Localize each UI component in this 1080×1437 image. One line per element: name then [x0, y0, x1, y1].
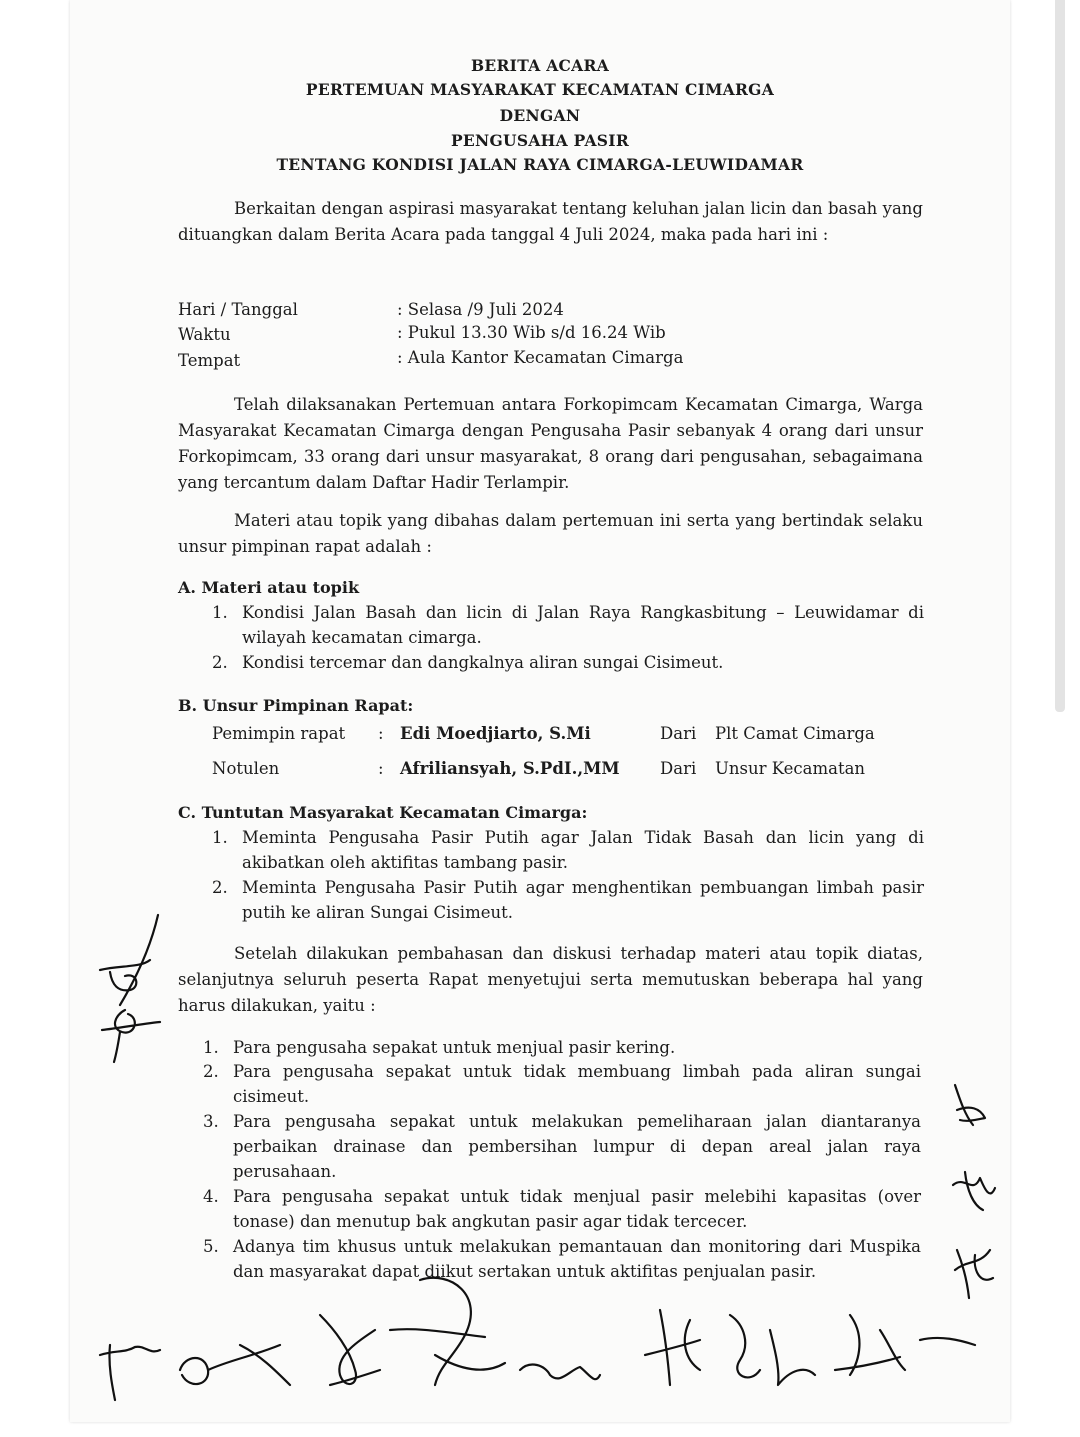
notulen-from: Unsur Kecamatan [715, 759, 866, 778]
signatures-bottom-row [90, 1275, 980, 1415]
decision-item-5: 5. Adanya tim khusus untuk melakukan pemantauan dan monitoring dari Muspika dan masyarakat dapat diikut sertakan untuk aktifitas penjualan pasir. [203, 1237, 921, 1281]
decision-item-4: 4. Para pengusaha sepakat untuk tidak menjual pasir melebihi kapasitas (over tonase) dan menutup bak angkutan pasir agar tidak tercecer. [203, 1187, 921, 1231]
demand-item-1: 1. Meminta Pengusaha Pasir Putih agar Jalan Tidak Basah dan licin yang di akibatkan oleh aktifitas tambang pasir. [212, 828, 924, 872]
decision-item-2: 2. Para pengusaha sepakat untuk tidak membuang limbah pada aliran sungai cisimeut. [203, 1062, 921, 1106]
decision-intro-paragraph: Setelah dilakukan pembahasan dan diskusi terhadap materi atau topik diatas, selanjutnya seluruh peserta Rapat menyetujui serta memutuskan beberapa hal yang harus dilakukan, yaitu : [178, 944, 923, 1015]
topic-item-2: 2. Kondisi tercemar dan dangkalnya aliran sungai Cisimeut. [212, 653, 724, 672]
leader-from: Plt Camat Cimarga [715, 724, 875, 743]
notulen-colon: : [378, 759, 384, 778]
leader-dari: Dari [660, 724, 697, 743]
detail-label-place: Tempat [178, 351, 241, 370]
notulen-name: Afriliansyah, S.PdI.,MM [400, 759, 620, 778]
attendance-paragraph: Telah dilaksanakan Pertemuan antara Forkopimcam Kecamatan Cimarga, Warga Masyarakat Kecamatan Cimarga dengan Pengusaha Pasir sebanyak 4 orang dari unsur Forkopimcam, 33 orang dari unsur masyarakat, 8 orang dari pengusahan, sebagaimana yang tercantum dalam Daftar Hadir Terlampir. [178, 395, 923, 492]
decision-item-1: 1. Para pengusaha sepakat untuk menjual pasir kering. [203, 1038, 676, 1057]
detail-value-date: : Selasa /9 Juli 2024 [397, 300, 564, 319]
leader-name: Edi Moedjiarto, S.Mi [400, 724, 591, 743]
decision-item-3: 3. Para pengusaha sepakat untuk melakukan pemeliharaan jalan diantaranya perbaikan drainase dan pembersihan lumpur di depan areal jalan raya perusahaan. [203, 1112, 921, 1181]
detail-label-date: Hari / Tanggal [178, 300, 298, 319]
topic-item-1: 1. Kondisi Jalan Basah dan licin di Jalan Raya Rangkasbitung – Leuwidamar di wilayah kecamatan cimarga. [212, 603, 924, 647]
detail-value-time: : Pukul 13.30 Wib s/d 16.24 Wib [397, 323, 666, 342]
margin-signature-left [80, 910, 170, 1070]
topic-intro-paragraph: Materi atau topik yang dibahas dalam pertemuan ini serta yang bertindak selaku unsur pimpinan rapat adalah : [178, 511, 923, 556]
section-a-title: A. Materi atau topik [178, 578, 360, 597]
leader-role: Pemimpin rapat [212, 724, 346, 743]
detail-label-time: Waktu [178, 325, 231, 344]
detail-value-place: : Aula Kantor Kecamatan Cimarga [397, 348, 684, 367]
section-b-title: B. Unsur Pimpinan Rapat: [178, 696, 414, 715]
intro-paragraph: Berkaitan dengan aspirasi masyarakat tentang keluhan jalan licin dan basah yang dituangkan dalam Berita Acara pada tanggal 4 Juli 2024, maka pada hari ini : [178, 199, 923, 244]
title-line-5: TENTANG KONDISI JALAN RAYA CIMARGA-LEUWIDAMAR [276, 155, 804, 174]
scrollbar[interactable] [1055, 0, 1065, 712]
title-line-3: DENGAN [499, 106, 581, 125]
title-line-2: PERTEMUAN MASYARAKAT KECAMATAN CIMARGA [305, 80, 775, 99]
title-line-1: BERITA ACARA [470, 56, 610, 75]
demand-item-2: 2. Meminta Pengusaha Pasir Putih agar menghentikan pembuangan limbah pasir putih ke aliran Sungai Cisimeut. [212, 878, 924, 922]
notulen-dari: Dari [660, 759, 697, 778]
section-c-title: C. Tuntutan Masyarakat Kecamatan Cimarga: [178, 803, 588, 822]
notulen-role: Notulen [212, 759, 280, 778]
title-line-4: PENGUSAHA PASIR [450, 131, 630, 150]
leader-colon: : [378, 724, 384, 743]
document-page [70, 0, 1010, 1422]
